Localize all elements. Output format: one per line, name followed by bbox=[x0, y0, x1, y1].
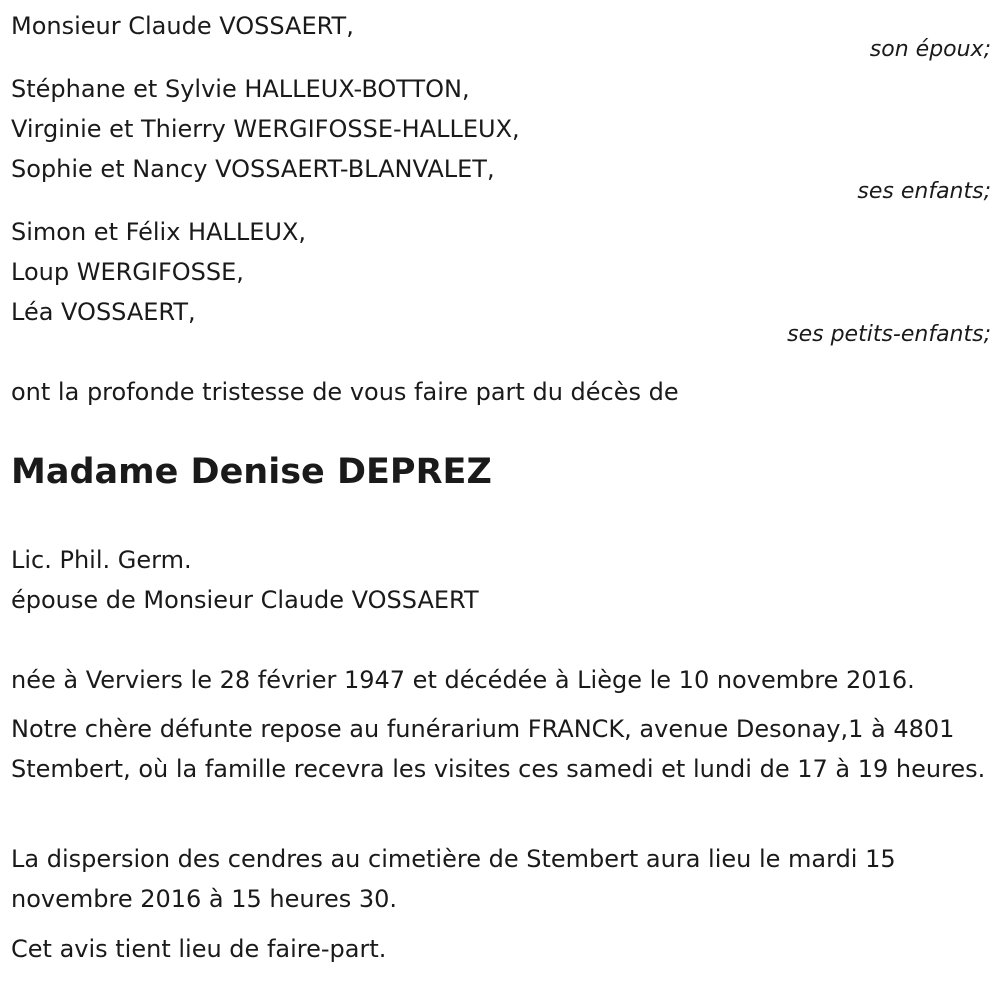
child-line: Virginie et Thierry WERGIFOSSE-HALLEUX, bbox=[11, 115, 520, 143]
announcement-text: ont la profonde tristesse de vous faire part du décès de bbox=[11, 378, 679, 406]
child-line: Stéphane et Sylvie HALLEUX-BOTTON, bbox=[11, 75, 470, 103]
grandchild-line: Simon et Félix HALLEUX, bbox=[11, 218, 307, 246]
dispersion-paragraph: La dispersion des cendres au cimetière de Stembert aura lieu le mardi 15 novembre 2016 à 15 heures 30. bbox=[11, 845, 896, 913]
deceased-title: Lic. Phil. Germ. bbox=[11, 546, 192, 574]
birth-death-text: née à Verviers le 28 février 1947 et décédée à Liège le 10 novembre 2016. bbox=[11, 666, 915, 694]
child-line: Sophie et Nancy VOSSAERT-BLANVALET, bbox=[11, 155, 495, 183]
grandchildren-role: ses petits-enfants; bbox=[787, 322, 991, 347]
children-role: ses enfants; bbox=[857, 179, 991, 204]
deceased-spouse-line: épouse de Monsieur Claude VOSSAERT bbox=[11, 586, 479, 614]
closing-text: Cet avis tient lieu de faire-part. bbox=[11, 935, 387, 963]
funerarium-paragraph: Notre chère défunte repose au funérarium FRANCK, avenue Desonay,1 à 4801 Stembert, où la famille recevra les visites ces samedi et lundi de 17 à 19 heures. bbox=[11, 715, 986, 783]
deceased-name: Madame Denise DEPREZ bbox=[11, 452, 492, 492]
grandchild-line: Loup WERGIFOSSE, bbox=[11, 258, 244, 286]
spouse-name: Monsieur Claude VOSSAERT, bbox=[11, 12, 354, 40]
grandchild-line: Léa VOSSAERT, bbox=[11, 298, 196, 326]
spouse-role: son époux; bbox=[869, 37, 991, 62]
